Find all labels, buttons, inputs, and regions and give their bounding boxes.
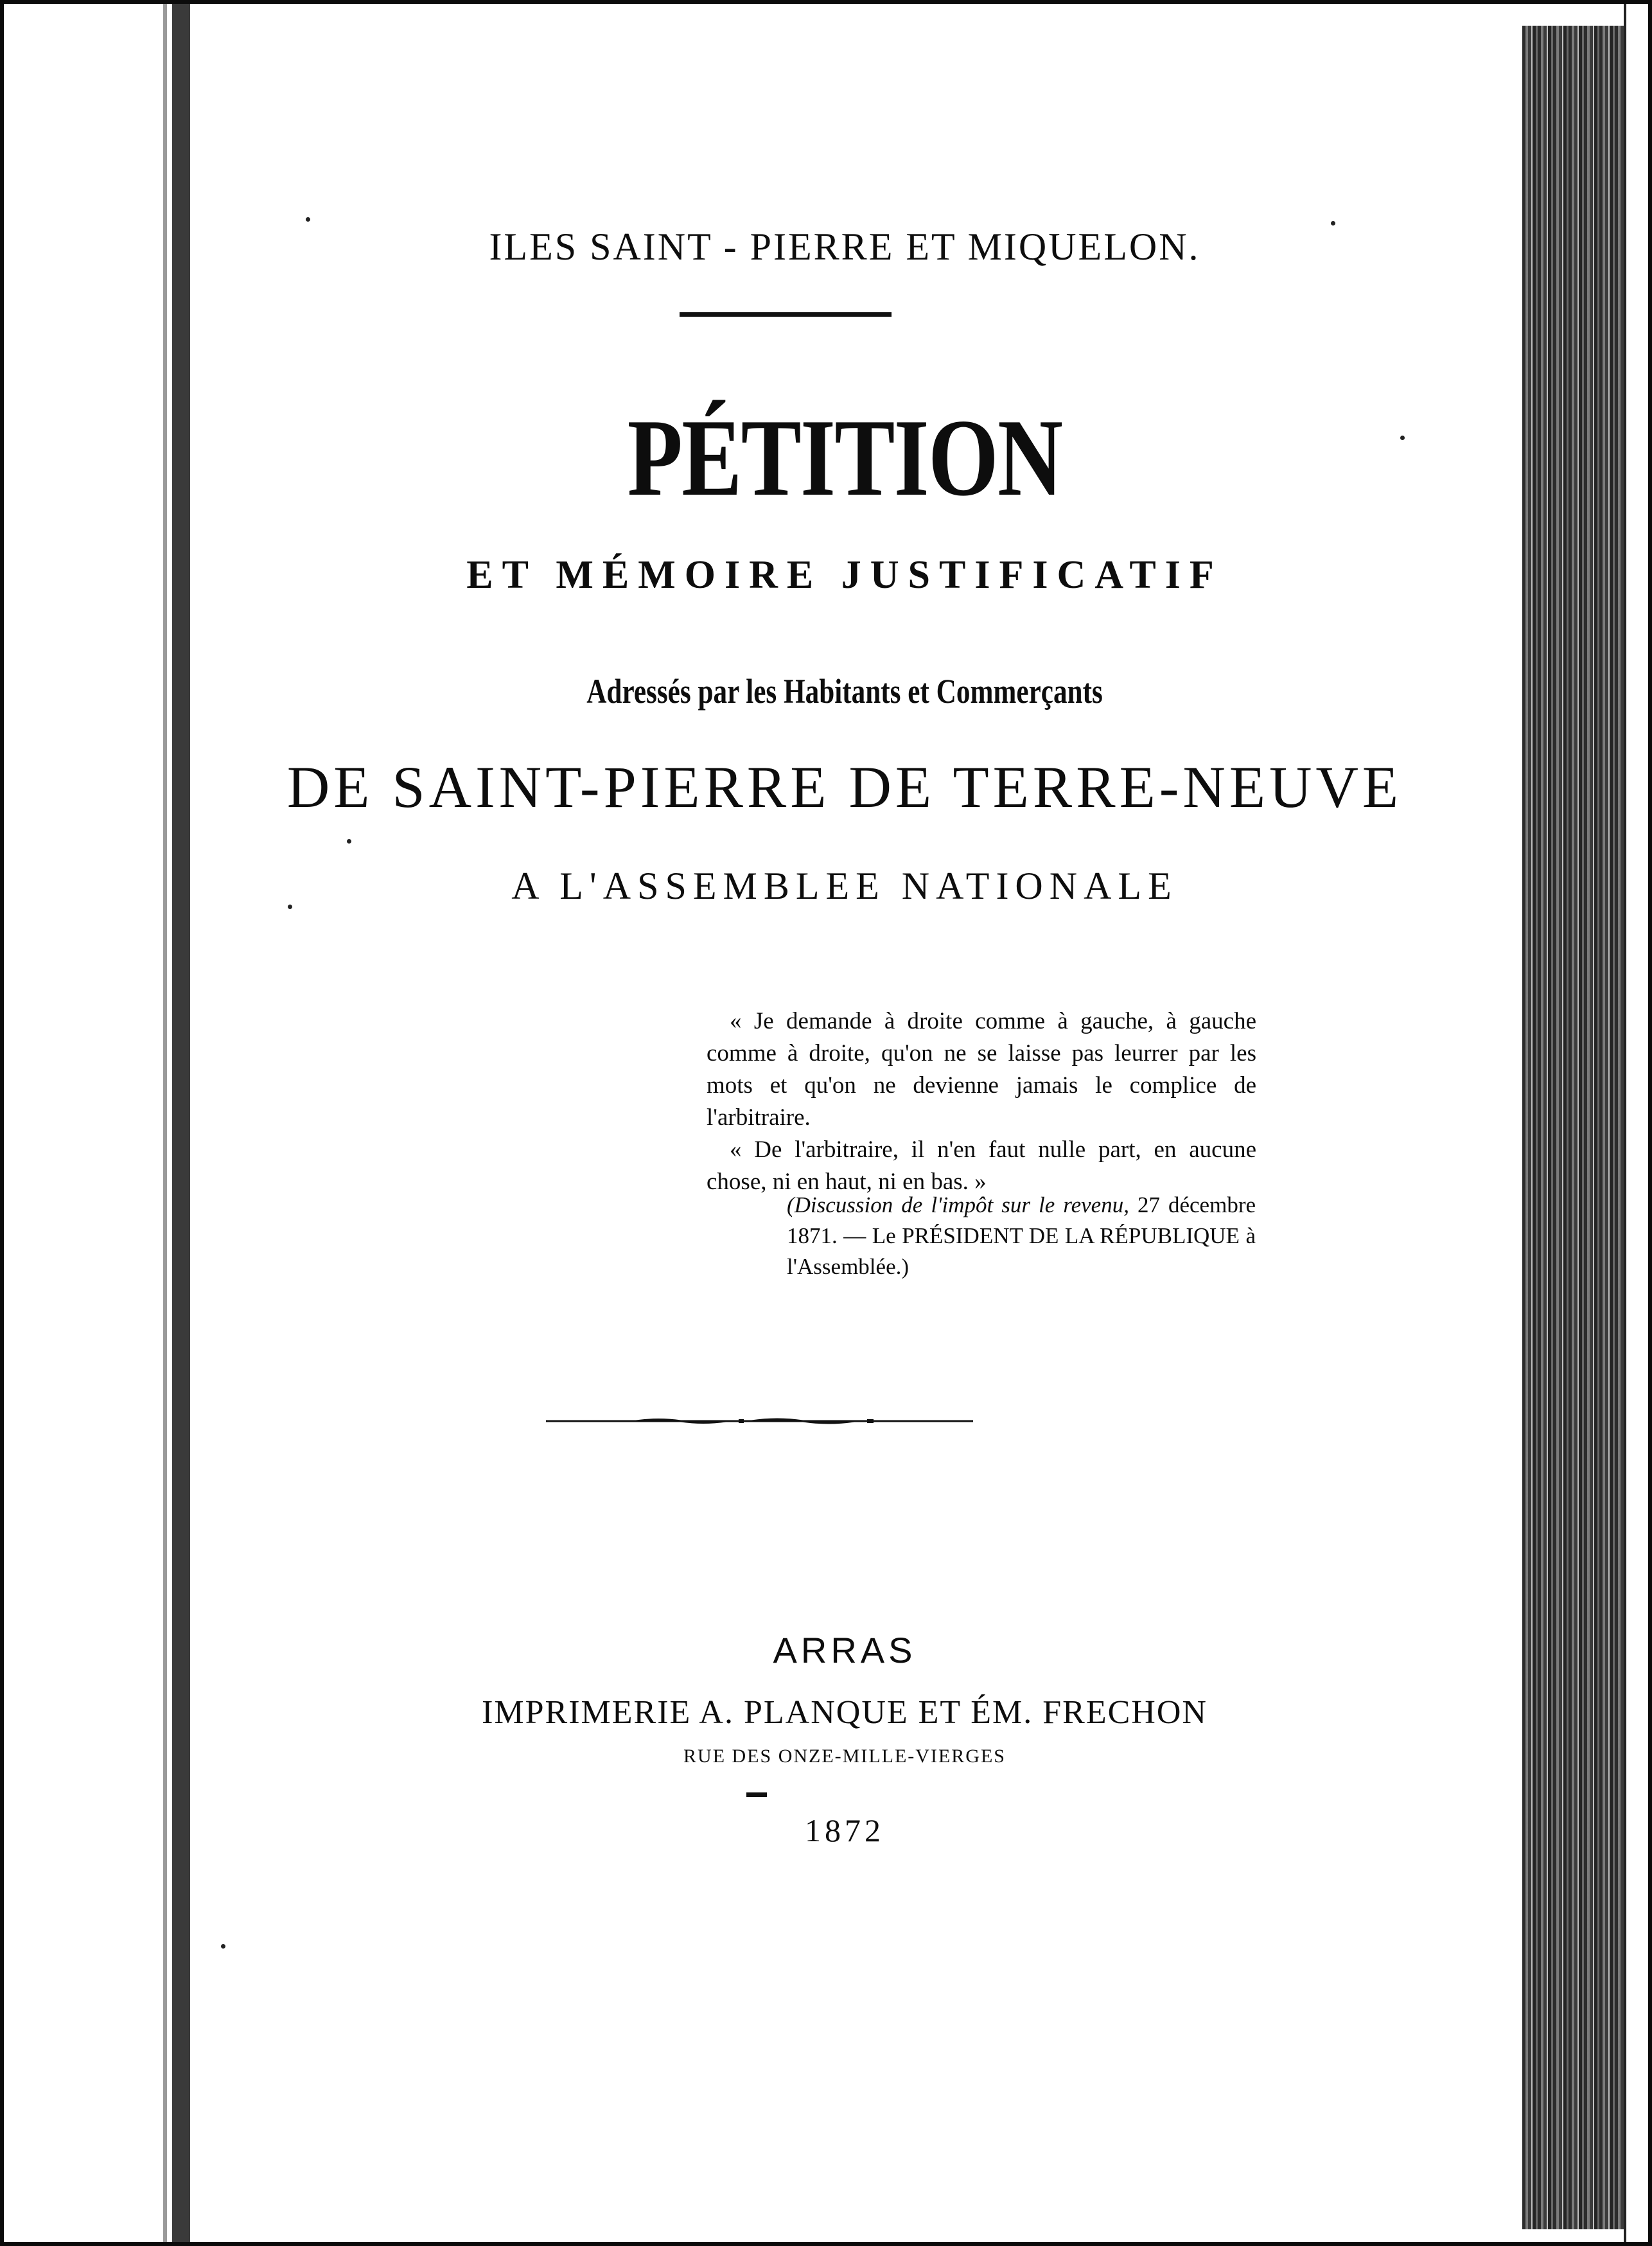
epigraph-quote <box>707 1005 1256 1198</box>
page-subtitle: ET MÉMOIRE JUSTIFICATIF <box>466 553 1223 597</box>
quote-paragraph: « Je demande à droite comme à gauche, à gauche comme à droite, qu'on ne se laisse pas leurrer par les mots et qu'on ne devienne jamais le complice de l'arbitraire. <box>707 1008 1256 1131</box>
citation-text: 27 décembre 1871. — Le PRÉSIDENT DE LA RÉPUBLIQUE à l'Assemblée.) <box>787 1192 1256 1279</box>
ink-speck <box>1400 436 1405 440</box>
header-rule <box>680 312 892 317</box>
imprint-printer: IMPRIMERIE A. PLANQUE ET ÉM. FRECHON <box>482 1694 1208 1731</box>
imprint-year: 1872 <box>805 1812 884 1848</box>
header-line: ILES SAINT - PIERRE ET MIQUELON. <box>489 225 1200 268</box>
imprint-rule <box>746 1792 767 1797</box>
quote-paragraph: « De l'arbitraire, il n'en faut nulle part, en aucune chose, ni en haut, ni en bas. » <box>707 1136 1256 1195</box>
citation-italic: (Discussion de l'impôt sur le revenu, <box>787 1192 1129 1217</box>
ink-speck <box>347 839 351 844</box>
place-heading: DE SAINT-PIERRE DE TERRE-NEUVE <box>286 754 1403 820</box>
imprint-city: ARRAS <box>773 1630 917 1670</box>
ink-speck <box>306 217 310 222</box>
page-title: PÉTITION <box>627 397 1062 519</box>
ink-speck <box>221 1944 225 1949</box>
imprint-street: RUE DES ONZE-MILLE-VIERGES <box>683 1746 1006 1767</box>
recipient-line: A L'ASSEMBLEE NATIONALE <box>511 865 1178 907</box>
addressed-by-line: Adressés par les Habitants et Commerçants <box>586 672 1103 711</box>
quote-citation <box>787 1190 1256 1282</box>
ornamental-rule <box>546 1417 973 1425</box>
